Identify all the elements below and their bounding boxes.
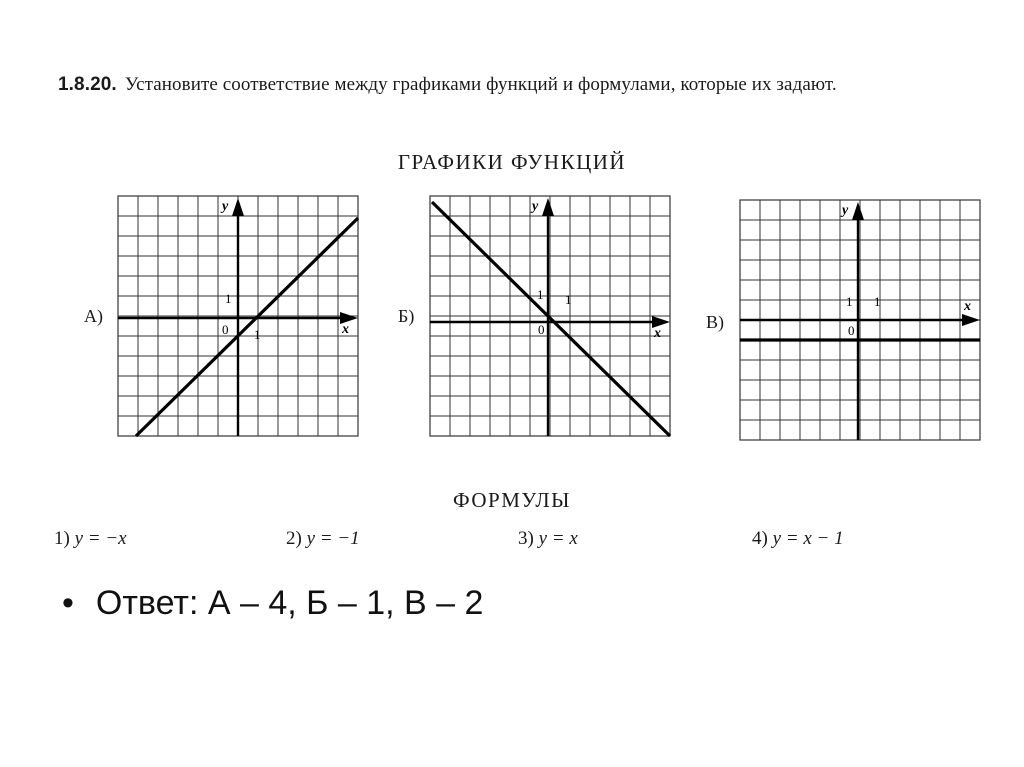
formula-3-expression: y = x <box>538 528 578 549</box>
graph-b-function-line <box>432 202 670 436</box>
answer-text: Ответ: А – 4, Б – 1, В – 2 <box>95 584 484 622</box>
formula-1-number: 1) <box>54 528 70 549</box>
graph-b-x-label: x <box>654 326 661 341</box>
graph-c-unit-y: 1 <box>846 294 853 309</box>
graph-a-unit-y: 1 <box>225 291 232 306</box>
graph-a-label: А) <box>84 306 103 326</box>
formula-4-number: 4) <box>752 528 768 549</box>
graph-a-unit-x: 1 <box>254 327 261 342</box>
answer <box>62 584 483 623</box>
graph-c-y-label: y <box>842 203 849 218</box>
graph-c <box>740 200 980 440</box>
graph-b-unit-y: 1 <box>537 287 544 302</box>
problem-text: Установите соответствие между графиками функций и формулами, которые их задают. <box>124 74 837 95</box>
graph-b-origin: 0 <box>538 322 545 337</box>
graph-a-function-line <box>136 218 358 436</box>
graph-b-unit-x: 1 <box>565 292 572 307</box>
graph-a <box>118 196 358 436</box>
graph-c-label: В) <box>706 312 724 332</box>
answer-bullet: • <box>62 584 74 622</box>
graph-c-unit-x: 1 <box>874 294 881 309</box>
formula-3 <box>518 528 578 550</box>
formula-1 <box>54 528 127 550</box>
graph-a-origin: 0 <box>222 322 229 337</box>
graphs-title: ГРАФИКИ ФУНКЦИЙ <box>397 150 627 174</box>
formula-1-expression: y = −x <box>74 528 127 549</box>
formula-2-number: 2) <box>286 528 302 549</box>
graph-a-x-label: x <box>342 322 349 337</box>
problem-number: 1.8.20. <box>58 74 117 95</box>
graph-c-origin: 0 <box>848 323 855 338</box>
graph-b-label: Б) <box>398 306 415 326</box>
formula-2 <box>286 528 360 550</box>
graph-c-x-label: x <box>964 299 971 314</box>
formulas-title: ФОРМУЛЫ <box>453 488 571 512</box>
formula-4 <box>752 528 844 550</box>
formula-4-expression: y = x − 1 <box>772 528 844 549</box>
graph-a-y-label: y <box>222 199 229 214</box>
formulas-list <box>0 528 1024 554</box>
graph-b <box>430 196 670 436</box>
graph-b-y-label: y <box>532 199 539 214</box>
formula-3-number: 3) <box>518 528 534 549</box>
formula-2-expression: y = −1 <box>306 528 360 549</box>
problem-statement <box>58 72 988 98</box>
